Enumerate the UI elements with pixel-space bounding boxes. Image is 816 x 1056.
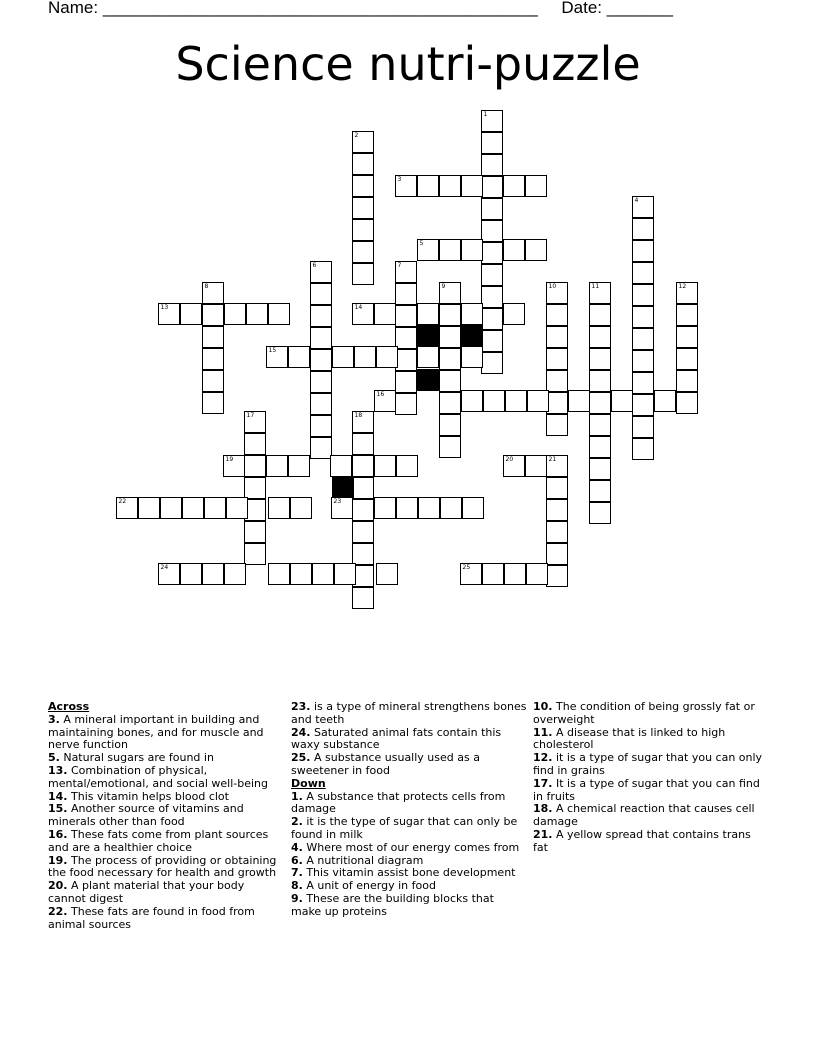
crossword-cell[interactable] [589, 348, 611, 370]
crossword-cell[interactable] [395, 283, 417, 305]
crossword-cell[interactable] [546, 282, 568, 304]
clue-text: These fats are found in food from animal sources [48, 904, 255, 931]
crossword-cell[interactable] [568, 390, 590, 412]
clue-text: Saturated animal fats contain this waxy substance [291, 725, 502, 752]
crossword-cell[interactable] [310, 283, 332, 305]
crossword-cell[interactable] [182, 497, 204, 519]
crossword-cell[interactable] [395, 371, 417, 393]
crossword-cell[interactable] [417, 175, 439, 197]
crossword-cell[interactable] [224, 563, 246, 585]
crossword-cell[interactable] [352, 411, 374, 433]
crossword-cell[interactable] [226, 497, 248, 519]
crossword-cell[interactable] [439, 348, 461, 370]
crossword-cell[interactable] [376, 563, 398, 585]
crossword-cell[interactable] [331, 497, 353, 519]
clue-text: These fats come from plant sources and are a healthier choice [48, 827, 269, 854]
crossword-cell[interactable] [244, 521, 266, 543]
clue-number: 17 [246, 411, 255, 419]
crossword-cell[interactable] [202, 326, 224, 348]
clue-number: 16 [376, 390, 385, 398]
crossword-cell[interactable] [481, 154, 503, 176]
clue-number: 9 [441, 282, 446, 290]
crossword-cell[interactable] [395, 261, 417, 283]
clue-number: 4 [634, 196, 639, 204]
name-label: Name: [48, 0, 99, 17]
crossword-cell[interactable] [654, 390, 676, 412]
crossword-cell[interactable] [266, 346, 288, 368]
crossword-cell[interactable] [352, 153, 374, 175]
crossword-cell[interactable] [352, 433, 374, 455]
crossword-cell[interactable] [204, 497, 226, 519]
crossword-cell[interactable] [546, 348, 568, 370]
crossword-cell[interactable] [202, 370, 224, 392]
crossword-cell[interactable] [525, 455, 547, 477]
crossword-cell[interactable] [376, 346, 398, 368]
crossword-cell[interactable] [546, 392, 568, 414]
crossword-cell[interactable] [503, 239, 525, 261]
clue-text: This vitamin helps blood clot [67, 789, 229, 803]
crossword-cell[interactable] [439, 282, 461, 304]
crossword-cell[interactable] [439, 239, 461, 261]
crossword-cell[interactable] [312, 563, 334, 585]
crossword-cell[interactable] [158, 563, 180, 585]
clue-text: Another source of vitamins and minerals other than food [48, 802, 244, 829]
crossword-cell[interactable] [310, 305, 332, 327]
clue-number: 13 [160, 303, 169, 311]
crossword-cell[interactable] [632, 262, 654, 284]
crossword-cell[interactable] [440, 497, 462, 519]
clue-item [48, 855, 284, 881]
clue-item [291, 791, 527, 817]
clue-number: 5. [48, 751, 60, 765]
clue-item [533, 752, 769, 778]
clue-number: 2. [291, 815, 303, 829]
clues-column-2 [291, 701, 527, 919]
crossword-cell[interactable] [374, 303, 396, 325]
crossword-cell[interactable] [589, 436, 611, 458]
clue-number: 25 [462, 563, 471, 571]
crossword-cell[interactable] [546, 521, 568, 543]
crossword-cell[interactable] [676, 370, 698, 392]
crossword-cell[interactable] [268, 303, 290, 325]
crossword-cell[interactable] [180, 303, 202, 325]
crossword-cell[interactable] [481, 286, 503, 308]
clue-text: Combination of physical, mental/emotional, and social well-being [48, 763, 268, 790]
black-cell [332, 476, 354, 498]
clue-number: 19 [225, 455, 234, 463]
clue-item [48, 829, 284, 855]
crossword-cell[interactable] [482, 563, 504, 585]
crossword-cell[interactable] [504, 563, 526, 585]
crossword-cell[interactable] [481, 308, 503, 330]
crossword-cell[interactable] [632, 394, 654, 416]
crossword-cell[interactable] [352, 499, 374, 521]
clue-number: 6. [291, 853, 303, 867]
crossword-cell[interactable] [589, 282, 611, 304]
crossword-cell[interactable] [352, 543, 374, 565]
crossword-cell[interactable] [461, 303, 483, 325]
crossword-cell[interactable] [352, 587, 374, 609]
crossword-cell[interactable] [461, 175, 483, 197]
clue-item [533, 803, 769, 829]
crossword-cell[interactable] [396, 455, 418, 477]
down-clue-list-continued [533, 701, 769, 855]
crossword-cell[interactable] [288, 346, 310, 368]
crossword-cell[interactable] [244, 455, 266, 477]
clue-number: 13. [48, 763, 68, 777]
crossword-cell[interactable] [632, 306, 654, 328]
crossword-cell[interactable] [310, 349, 332, 371]
crossword-cell[interactable] [589, 304, 611, 326]
crossword-cell[interactable] [202, 392, 224, 414]
clue-number: 7 [397, 261, 402, 269]
clue-number: 23 [333, 497, 342, 505]
crossword-cell[interactable] [546, 455, 568, 477]
crossword-cell[interactable] [417, 239, 439, 261]
crossword-cell[interactable] [481, 198, 503, 220]
crossword-cell[interactable] [481, 132, 503, 154]
crossword-cell[interactable] [632, 284, 654, 306]
crossword-cell[interactable] [503, 175, 525, 197]
crossword-cell[interactable] [352, 131, 374, 153]
clue-text: A chemical reaction that causes cell damage [533, 802, 755, 829]
clue-number: 18. [533, 802, 553, 816]
clue-number: 9. [291, 891, 303, 905]
crossword-cell[interactable] [244, 543, 266, 565]
clue-text: It is a type of sugar that you can find in fruits [533, 776, 760, 803]
clue-number: 10 [548, 282, 557, 290]
crossword-cell[interactable] [395, 175, 417, 197]
crossword-cell[interactable] [310, 261, 332, 283]
crossword-cell[interactable] [334, 563, 356, 585]
clue-item [48, 906, 284, 932]
crossword-cell[interactable] [352, 303, 374, 325]
crossword-cell[interactable] [546, 477, 568, 499]
crossword-cell[interactable] [202, 304, 224, 326]
crossword-cell[interactable] [546, 499, 568, 521]
black-cell [461, 325, 483, 347]
crossword-cell[interactable] [439, 436, 461, 458]
crossword-cell[interactable] [290, 497, 312, 519]
crossword-cell[interactable] [224, 303, 246, 325]
crossword-cell[interactable] [505, 390, 527, 412]
clue-number: 12 [678, 282, 687, 290]
clue-text: A mineral important in building and maintaining bones, and for muscle and nerve function [48, 712, 264, 752]
crossword-cell[interactable] [632, 218, 654, 240]
crossword-cell[interactable] [417, 303, 439, 325]
crossword-cell[interactable] [310, 393, 332, 415]
crossword-cell[interactable] [546, 414, 568, 436]
crossword-cell[interactable] [268, 497, 290, 519]
clue-number: 11. [533, 725, 553, 739]
crossword-cell[interactable] [439, 175, 461, 197]
crossword-cell[interactable] [352, 263, 374, 285]
black-cell [417, 369, 439, 391]
crossword-cell[interactable] [589, 326, 611, 348]
crossword-cell[interactable] [589, 480, 611, 502]
clue-number: 24 [160, 563, 169, 571]
clue-number: 20. [48, 879, 68, 893]
clue-text: A unit of energy in food [302, 879, 436, 893]
clue-text: A yellow spread that contains trans fat [533, 827, 751, 854]
crossword-cell[interactable] [202, 348, 224, 370]
clues-column-1 [48, 701, 284, 931]
crossword-cell[interactable] [202, 563, 224, 585]
clue-number: 21. [533, 827, 553, 841]
crossword-cell[interactable] [676, 304, 698, 326]
crossword-cell[interactable] [374, 497, 396, 519]
clue-number: 11 [591, 282, 600, 290]
date-field[interactable]: _______ [606, 0, 673, 17]
clue-item [291, 816, 527, 842]
crossword-cell[interactable] [589, 370, 611, 392]
crossword-cell[interactable] [676, 326, 698, 348]
clue-number: 5 [419, 239, 424, 247]
clue-text: A disease that is linked to high cholesterol [533, 725, 726, 752]
clue-text: Where most of our energy comes from [302, 840, 520, 854]
crossword-cell[interactable] [546, 543, 568, 565]
clue-text: it is a type of sugar that you can only find in grains [533, 751, 763, 777]
clue-text: The condition of being grossly fat or overweight [533, 700, 755, 726]
clue-number: 6 [312, 261, 317, 269]
crossword-cell[interactable] [546, 565, 568, 587]
crossword-cell[interactable] [676, 392, 698, 414]
clue-item [48, 714, 284, 752]
crossword-cell[interactable] [330, 455, 352, 477]
crossword-cell[interactable] [268, 563, 290, 585]
crossword-cell[interactable] [290, 563, 312, 585]
crossword-cell[interactable] [632, 350, 654, 372]
crossword-cell[interactable] [632, 372, 654, 394]
clue-number: 12. [533, 751, 553, 765]
crossword-cell[interactable] [481, 176, 503, 198]
crossword-cell[interactable] [116, 497, 138, 519]
crossword-cell[interactable] [462, 497, 484, 519]
crossword-cell[interactable] [418, 497, 440, 519]
crossword-cell[interactable] [676, 282, 698, 304]
crossword-cell[interactable] [374, 390, 396, 412]
date-label: Date: [561, 0, 602, 17]
clue-text: A substance that protects cells from damage [291, 789, 506, 816]
clue-number: 3 [397, 175, 402, 183]
crossword-cell[interactable] [352, 455, 374, 477]
crossword-cell[interactable] [503, 303, 525, 325]
crossword-cell[interactable] [332, 346, 354, 368]
crossword-cell[interactable] [439, 326, 461, 348]
crossword-cell[interactable] [352, 219, 374, 241]
clue-text: A substance usually used as a sweetener in food [291, 751, 480, 777]
crossword-cell[interactable] [632, 416, 654, 438]
clue-text: This vitamin assist bone development [302, 866, 516, 880]
clue-text: A nutritional diagram [302, 853, 424, 867]
crossword-cell[interactable] [158, 303, 180, 325]
crossword-cell[interactable] [527, 390, 549, 412]
across-heading: Across [48, 700, 90, 713]
crossword-cell[interactable] [589, 502, 611, 524]
crossword-cell[interactable] [589, 414, 611, 436]
clue-number: 14 [354, 303, 363, 311]
crossword-cell[interactable] [354, 346, 376, 368]
crossword-cell[interactable] [244, 433, 266, 455]
clue-number: 19. [48, 853, 68, 867]
crossword-cell[interactable] [546, 370, 568, 392]
down-clue-list [291, 791, 527, 919]
clue-item [48, 880, 284, 906]
clue-item [291, 893, 527, 919]
clue-number: 1 [483, 110, 488, 118]
crossword-cell[interactable] [481, 110, 503, 132]
clue-item [533, 701, 769, 727]
clue-number: 25. [291, 751, 311, 765]
clue-item [48, 803, 284, 829]
clue-number: 21 [548, 455, 557, 463]
crossword-cell[interactable] [395, 393, 417, 415]
crossword-cell[interactable] [310, 437, 332, 459]
clue-item [533, 829, 769, 855]
clue-number: 1. [291, 789, 303, 803]
crossword-cell[interactable] [439, 392, 461, 414]
crossword-cell[interactable] [676, 348, 698, 370]
clue-number: 2 [354, 131, 359, 139]
crossword-cell[interactable] [461, 239, 483, 261]
clue-item [291, 727, 527, 753]
clue-number: 3. [48, 712, 60, 726]
crossword-cell[interactable] [160, 497, 182, 519]
crossword-cell[interactable] [483, 390, 505, 412]
clue-text: Natural sugars are found in [59, 751, 214, 765]
clue-number: 22 [118, 497, 127, 505]
clue-item [291, 752, 527, 778]
crossword-cell[interactable] [395, 305, 417, 327]
crossword-cell[interactable] [632, 438, 654, 460]
crossword-cell[interactable] [395, 327, 417, 349]
crossword-cell[interactable] [461, 390, 483, 412]
name-field[interactable]: ______________________________________________ [102, 0, 538, 17]
crossword-cell[interactable] [589, 458, 611, 480]
crossword-cell[interactable] [396, 497, 418, 519]
clue-text: The process of providing or obtaining the food necessary for health and growth [48, 853, 277, 880]
crossword-cell[interactable] [244, 477, 266, 499]
crossword-cell[interactable] [632, 196, 654, 218]
clue-number: 16. [48, 827, 68, 841]
clue-number: 24. [291, 725, 311, 739]
crossword-cell[interactable] [246, 303, 268, 325]
crossword-cell[interactable] [310, 371, 332, 393]
clue-text: These are the building blocks that make up proteins [291, 891, 494, 918]
across-clue-list-continued [291, 701, 527, 778]
clue-item [533, 727, 769, 753]
crossword-cell[interactable] [417, 346, 439, 368]
crossword-cell[interactable] [481, 220, 503, 242]
crossword-cell[interactable] [352, 241, 374, 263]
crossword-cell[interactable] [632, 328, 654, 350]
clue-text: A plant material that your body cannot digest [48, 879, 245, 905]
crossword-cell[interactable] [503, 455, 525, 477]
crossword-cell[interactable] [352, 521, 374, 543]
crossword-cell[interactable] [546, 326, 568, 348]
clues-column-3 [533, 701, 769, 855]
clue-number: 18 [354, 411, 363, 419]
crossword-cell[interactable] [352, 197, 374, 219]
crossword-cell[interactable] [481, 330, 503, 352]
clue-number: 14. [48, 789, 68, 803]
across-clue-list [48, 714, 284, 932]
clue-text: is a type of mineral strengthens bones and teeth [291, 700, 527, 726]
clue-number: 8. [291, 879, 303, 893]
clue-number: 7. [291, 866, 303, 880]
crossword-cell[interactable] [439, 414, 461, 436]
clue-number: 4. [291, 840, 303, 854]
crossword-cell[interactable] [439, 304, 461, 326]
clue-item [291, 701, 527, 727]
clue-number: 15 [268, 346, 277, 354]
crossword-cell[interactable] [138, 497, 160, 519]
crossword-cell[interactable] [481, 264, 503, 286]
clue-item [533, 778, 769, 804]
crossword-cell[interactable] [526, 563, 548, 585]
clue-number: 17. [533, 776, 553, 790]
page-title: Science nutri-puzzle [175, 37, 641, 91]
down-heading: Down [291, 776, 326, 790]
crossword-cell[interactable] [266, 455, 288, 477]
crossword-cell[interactable] [395, 349, 417, 371]
crossword-cell[interactable] [546, 304, 568, 326]
crossword-cell[interactable] [180, 563, 202, 585]
crossword-cell[interactable] [223, 455, 245, 477]
crossword-cell[interactable] [632, 240, 654, 262]
crossword-cell[interactable] [244, 411, 266, 433]
clue-number: 8 [204, 282, 209, 290]
clue-text: it is the type of sugar that can only be found in milk [291, 815, 518, 841]
crossword-cell[interactable] [310, 415, 332, 437]
crossword-cell[interactable] [525, 239, 547, 261]
crossword-cell[interactable] [439, 370, 461, 392]
crossword-cell[interactable] [481, 242, 503, 264]
crossword-cell[interactable] [481, 352, 503, 374]
clue-number: 15. [48, 802, 68, 816]
crossword-cell[interactable] [611, 390, 633, 412]
crossword-cell[interactable] [352, 477, 374, 499]
crossword-cell[interactable] [589, 392, 611, 414]
clue-number: 22. [48, 904, 68, 918]
clue-number: 20 [505, 455, 514, 463]
crossword-cell[interactable] [202, 282, 224, 304]
crossword-cell[interactable] [460, 563, 482, 585]
black-cell [417, 325, 439, 347]
crossword-cell[interactable] [525, 175, 547, 197]
crossword-cell[interactable] [374, 455, 396, 477]
crossword-cell[interactable] [461, 346, 483, 368]
crossword-cell[interactable] [310, 327, 332, 349]
clue-number: 23. [291, 700, 311, 713]
clue-item [48, 765, 284, 791]
crossword-cell[interactable] [288, 455, 310, 477]
clue-number: 10. [533, 700, 553, 713]
crossword-cell[interactable] [352, 175, 374, 197]
